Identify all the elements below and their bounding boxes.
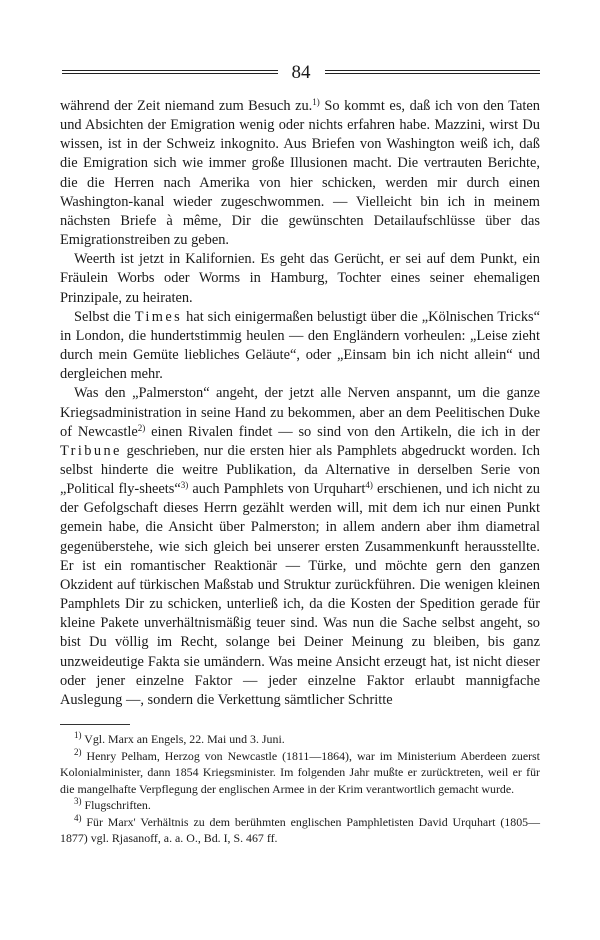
text-run: hat sich einigermaßen belustigt über die „Kölnischen Tricks“ in London, die hundertstimmig heulen — den Engländern vorheulen: „Leise zieht durch mein Gemüte liebliches Geläute“, oder „Einsam bin ich nicht allein“ und dergleichen mehr. [60,308,540,383]
text-run: auch Pamphlets von Urquhart [188,481,366,498]
header-rule-left [62,70,278,74]
text-run: während der Zeit niemand zum Besuch zu. [60,98,313,114]
page-header [62,55,540,89]
emphasized-term: Times [134,308,183,325]
paragraph [60,250,540,307]
footnote-reference: 4) [365,480,373,491]
book-page [60,55,540,847]
footnote [60,814,540,847]
footnote-reference: 3) [180,480,189,491]
footnote-marker: 3) [74,796,82,806]
paragraph [60,308,540,385]
main-text [60,97,540,710]
text-run: erschienen, und ich nicht zu der Gefolgschaft dieses Herrn gezählt werden will, mit dem ich nur einen Punkt gemein habe, die Ansicht über Palmerston; in allem andern aber ihm diametral gegenüberstehe, wie sich gleich bei unserer ersten Zusammenkunft herausstellte. Er ist ein romantischer Reaktionär — Türke, und möchte gern den ganzen Okzident auf türkischen Maßstab und Struktur zurückführen. Die wenigen kleinen Pamphlets Dir zu schicken, unterließ ich, da die Kosten der Spedition gerade für kleine Pakete unverhältnismäßig teuer sind. Was nun die Sache selbst angeht, so bist Du völlig im Recht, solange bei Deiner Meinung zu bleiben, bis ganz unzweideutige Fakta sie umändern. Was meine Ansicht erzeugt hat, ist nicht dieser oder jener einzelne Faktor — jeder einzelne Faktor erlaubt mannigfache Auslegung —, sondern die Verkettung sämtlicher Schritte [60,481,540,708]
footnote-marker: 1) [74,730,82,740]
text-run: So kommt es, daß ich von den Taten und Absichten der Emigration wenig oder nichts erfahren habe. Mazzini, wirst Du wissen, ist in der Schweiz inkognito. Aus Briefen von Washington weiß ich, daß die Emigration sich wie immer große Illusionen macht. Die vertrauten Berichte, die die Herren nach Amerika von hier schicken, werden mir durch einen Washington-kanal wieder zugeschwommen. — Vielleicht bin ich in meinem nächsten Briefe à même, Dir die gewünschten Detailaufschlüsse über das Emigrationstreiben zu geben. [60,98,540,249]
text-run: Was den „Palmerston“ angeht, der jetzt alle Nerven anspannt, um die ganze Kriegsadministration in seine Hand zu bekommen, aber an dem Peelitischen Duke of Newcastle [60,385,540,440]
footnote-separator [60,724,130,725]
text-run: Weerth ist jetzt in Kalifornien. Es geht das Gerücht, er sei auf dem Punkt, ein Fräulein Worbs oder Worms in Hamburg, Tochter eines seiner ehemaligen Prinzipale, zu heiraten. [60,251,540,306]
footnote-text: Für Marx' Verhältnis zu dem berühmten englischen Pamphletisten David Urquhart (1805—1877) vgl. Rjasanoff, a. a. O., Bd. I, S. 467 ff. [60,814,540,845]
footnote-text: Flugschriften. [81,798,151,812]
footnote-reference: 1) [312,97,320,107]
footnote-reference: 2) [137,422,146,433]
header-rule-right [325,70,541,74]
footnote-text: Henry Pelham, Herzog von Newcastle (1811—1864), war im Ministerium Aberdeen zuerst Kolonialminister, dann 1854 Kriegsminister. Im folgenden Jahr mußte er zurücktreten, weil er für die mangelhafte Verpflegung der englischen Armee in der Krim verantwortlich gemacht wurde. [60,748,540,796]
text-run: geschrieben, nur die ersten hier als Pamphlets abgedruckt worden. Ich selbst hinderte die weitre Publikation, da Alternative in derselben Serie von „Political fly-sheets“ [60,442,540,498]
footnote [60,731,540,748]
page-number: 84 [291,61,311,83]
emphasized-term: Tribune [60,442,122,459]
footnote-marker: 2) [74,746,82,757]
footnote-text: Vgl. Marx an Engels, 22. Mai und 3. Juni. [81,732,285,746]
text-run: Selbst die [74,308,135,325]
text-run: einen Rivalen findet — so sind von den Artikeln, die ich in der [145,423,540,440]
paragraph [60,384,540,710]
footnote-marker: 4) [74,812,82,823]
paragraph [60,97,540,250]
footnotes [60,731,540,847]
footnote [60,797,540,814]
footnote [60,748,540,798]
